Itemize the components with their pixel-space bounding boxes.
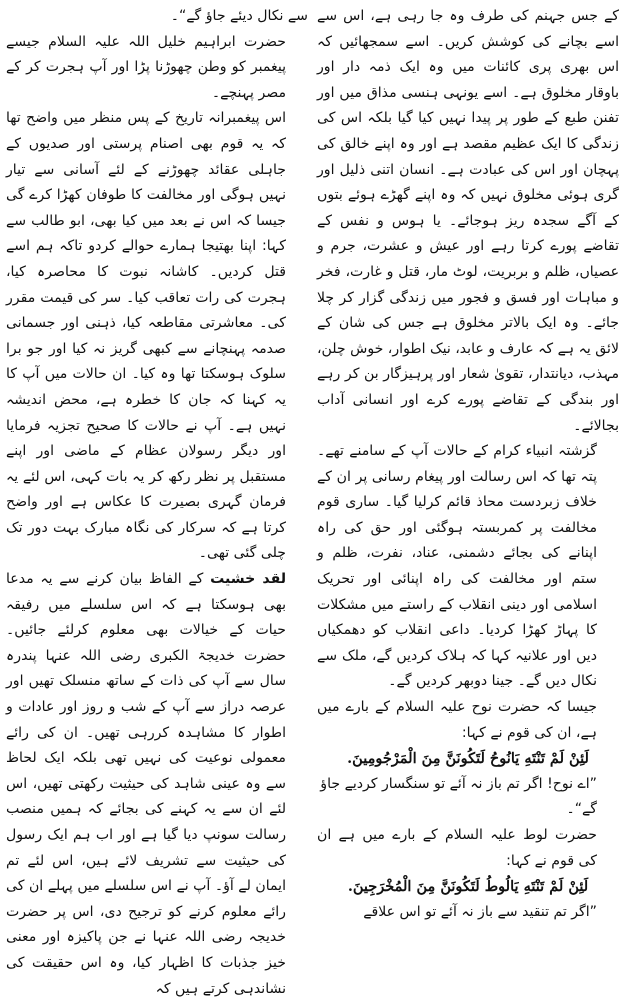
paragraph: حضرت لوط علیہ السلام کے بارے میں ہے ان کی قوم نے کہا: — [317, 827, 597, 869]
paragraph: حضرت ابراہیم خلیل اللہ علیہ السلام جیسے پیغمبر کو وطن چھوڑنا پڑا اور آپ ہجرت کر کے مصر پہنچے۔ — [6, 33, 286, 101]
paragraph: کے جس جہنم کی طرف وہ جا رہی ہے، اس سے اسے بچانے کی کوشش کریں۔ اسے سمجھائیں کہ اس بھری پری کائنات میں وہ ایک ذمہ دار اور باوقار مخلوق ہے۔ اسے یونہی ہنسی مذاق میں اور تفنن طبع کے طور پر پیدا نہیں کیا گیا بلکہ اس کی زندگی کا ایک عظیم مقصد ہے اور وہ اپنے خالق کی پہچان اور اس کی عبادت ہے۔ انسان اتنی ذلیل اور گری ہوئی مخلوق نہیں کہ وہ اپنے گھڑے ہوئے بتوں کے آگے سجدہ ریز ہوجائے۔ یا ہوس و نفس کے تقاضے پورے کرتا رہے اور عیش و عشرت، جرم و عصیاں، ظلم و بربریت، لوٹ مار، قتل و غارت، فخر و مباہات اور فسق و فجور میں زندگی گزار کر چلا جائے۔ وہ ایک بالاتر مخلوق ہے جس کی شان کے لائق یہ ہے کہ عارف و عابد، نیک اطوار، خوش چلن، مہذب، دیانتدار، تقویٰ شعار اور پرہیزگار بن کر رہے اور بندگی کے تقاضے پورے کرے اور انسانی آداب بجالائے۔ — [316, 8, 619, 434]
paragraph: گزشتہ انبیاء کرام کے حالات آپ کے سامنے تھے۔ پتہ تھا کہ اس رسالت اور پیغام رسانی پر ان کے خلاف زبردست محاذ قائم کرلیا گیا۔ ساری قوم مخالفت پر کمربستہ ہوگئی اور حق کی راہ اپنانے کی بجائے دشمنی، عناد، نفرت، ظلم و ستم اور مخالفت کی راہ اپنائی اور تحریک اسلامی اور دینی انقلاب کے راستے میں مشکلات کا پہاڑ کھڑا کردیا۔ داعی انقلاب کو دھمکیاں دیں اور علانیہ کہا کہ ہلاک کردیں گے، ملک سے نکال دیں گے۔ جینا دوبھر کردیں گے۔ — [317, 443, 597, 690]
inline-heading: لقد خشیت — [210, 571, 287, 588]
verse-translation: ”اے نوح! اگر تم باز نہ آئے تو سنگسار کردیے جاؤ گے“۔ — [320, 775, 597, 818]
verse-translation: ”اگر تم تنقید سے باز نہ آئے تو اس علاقے — [363, 903, 597, 920]
paragraph: اس پیغمبرانہ تاریخ کے پس منظر میں واضح تھا کہ یہ قوم بھی اصنام پرستی اور صدیوں کے جاہلی عقائد چھوڑنے کے لئے آسانی سے تیار نہیں ہوگی اور مخالفت کا طوفان کھڑا کرے گی جیسا کہ اس نے بعد میں کیا بھی، ابو طالب سے کہا: اپنا بھتیجا ہمارے حوالے کردو تاکہ ہم اسے قتل کردیں۔ کاشانہ نبوت کا محاصرہ کیا، ہجرت کی رات تعاقب کیا۔ سر کی قیمت مقرر کی۔ معاشرتی مقاطعہ کیا، ذہنی اور جسمانی صدمہ پہنچانے سے کبھی گریز نہ کیا اور جو برا سلوک ہوسکتا تھا وہ کیا۔ ان حالات میں آپ کا یہ کہنا کہ جان کا خطرہ ہے، محض اندیشہ نہیں ہے۔ آپ نے حالات کا صحیح تجزیہ فرمایا اور دیگر رسولان عظام کے ماضی اور اپنے مستقبل پر نظر رکھ کر یہ بات کہی، اس لئے یہ فرمان گہری بصیرت کا عکاس ہے اور واضح کرتا ہے کہ سرکار کی نگاہ مبارک بہت دور تک چلی گئی تھی۔ — [6, 110, 286, 562]
quranic-verse: لَئِنْ لَمْ تَنْتَهِ يَالُوطُ لَتَكُونَنَّ مِنَ الْمُخْرَجِينَ. — [347, 878, 589, 896]
verse-translation-continued: سے نکال دیئے جاؤ گے“۔ — [170, 8, 308, 24]
right-text-column — [317, 4, 619, 987]
quranic-verse: لَئِنْ لَمْ تَنْتَهِ يَانُوحُ لَتَكُونَنَّ مِنَ الْمَرْجُومِينَ. — [347, 750, 589, 768]
paragraph: جیسا کہ حضرت نوح علیہ السلام کے بارے میں ہے، ان کی قوم نے کہا: — [317, 699, 597, 741]
paragraph-text: کے الفاظ بیان کرنے سے یہ مدعا بھی ہوسکتا ہے کہ اس سلسلے میں رفیقہ حیات کے خیالات بھی معلوم کرلئے جائیں۔ حضرت خدیجۃ الکبری رضی اللہ عنہا پندرہ سال سے آپ کی ذات کے ساتھ منسلک تھیں اور عرصہ دراز سے آپ کے شب و روز اور عادات و اطوار کا مشاہدہ کررہی تھیں۔ ان کی رائے معمولی نوعیت کی نہیں تھی بلکہ ایک لحاظ سے وہ عینی شاہد کی حیثیت رکھتی تھیں، اس لئے ان سے یہ کہنے کی بجائے کہ ہمیں منصب رسالت سونپ دیا گیا ہے اور اب ہم ایک رسول کی حیثیت سے تشریف لائے ہیں، اس لئے تم ایمان لے آؤ۔ آپ نے اس سلسلے میں پہلے ان کی رائے معلوم کرنے کو ترجیح دی، اس پر حضرت خدیجہ رضی اللہ عنہا نے جن پاکیزہ اور معنی خیز جذبات کا اظہار کیا، وہ اس حقیقت کی نشاندہی کرتے ہیں کہ — [6, 571, 286, 997]
paragraph — [6, 567, 308, 1002]
left-text-column — [6, 4, 308, 997]
